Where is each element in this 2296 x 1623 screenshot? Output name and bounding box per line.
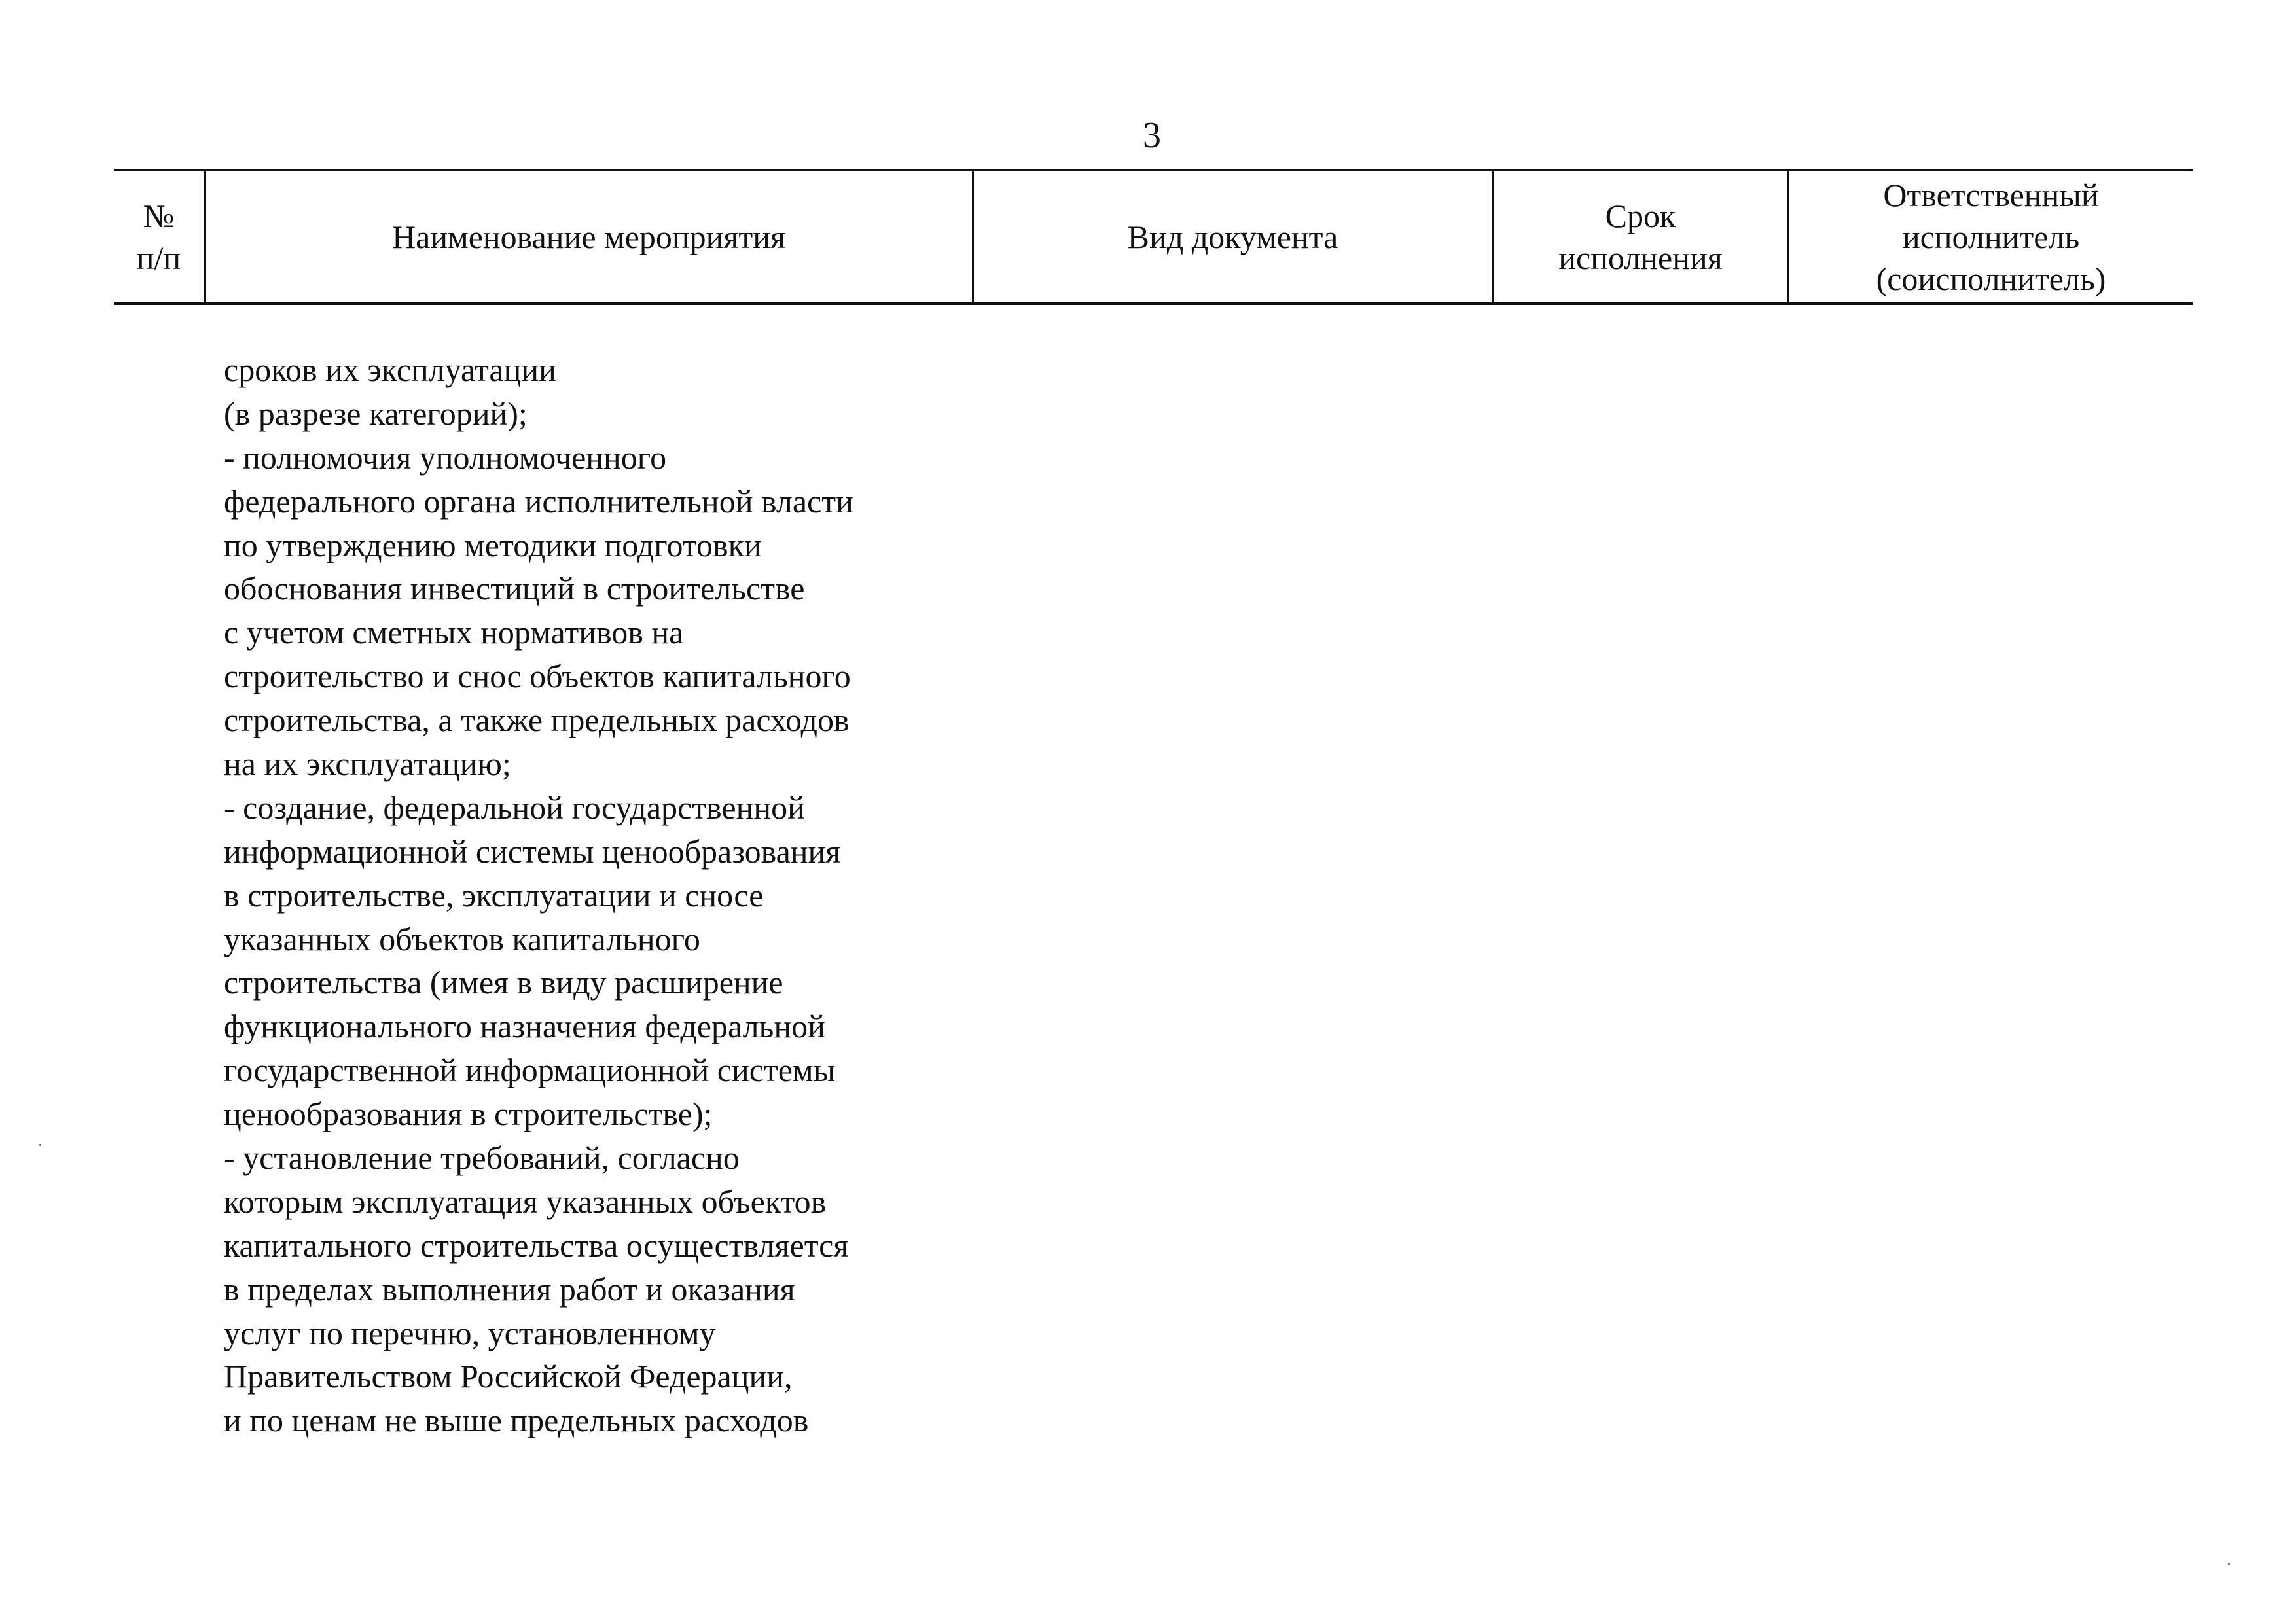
text-line: сроков их эксплуатации [224,351,556,388]
header-doc-type-label: Вид документа [1127,219,1338,255]
text-line: - полномочия уполномоченного [224,438,667,476]
header-cell-number [114,171,206,302]
text-line: обоснования инвестиций в строительстве [224,570,805,607]
text-line: с учетом сметных нормативов на [224,614,684,651]
header-name-label: Наименование мероприятия [392,219,785,255]
text-line: ценообразования в строительстве); [224,1096,713,1133]
text-line: в строительстве, эксплуатации и сносе [224,876,764,914]
text-line: - установление требований, согласно [224,1139,740,1177]
text-line: которым эксплуатация указанных объектов [224,1183,827,1220]
text-line: и по ценам не выше предельных расходов [224,1402,809,1439]
text-line: в пределах выполнения работ и оказания [224,1270,795,1308]
text-line: на их эксплуатацию; [224,745,511,783]
scan-speck [2228,1563,2230,1565]
page-number: 3 [1143,115,1161,156]
header-number-label: № п/п [136,198,181,276]
text-line: строительства, а также предельных расходов [224,702,850,739]
text-line: указанных объектов капитального [224,920,700,957]
text-line: строительства (имея в виду расширение [224,964,783,1001]
header-cell-doc-type [974,171,1494,302]
text-line: государственной информационной системы [224,1052,836,1089]
header-cell-name [206,171,974,302]
scan-speck [39,1144,41,1146]
text-line: (в разрезе категорий); [224,395,528,432]
header-cell-term [1494,171,1789,302]
text-line: Правительством Российской Федерации, [224,1358,793,1395]
text-line: информационной системы ценообразования [224,832,841,870]
text-line: федерального органа исполнительной власти [224,482,853,520]
text-line: строительство и снос объектов капитального [224,658,851,695]
header-term-label: Срок исполнения [1558,198,1723,276]
header-cell-responsible [1789,171,2193,302]
table-header [114,169,2193,305]
text-line: капитального строительства осуществляется [224,1226,849,1264]
text-line: функционального назначения федеральной [224,1008,825,1045]
event-description [224,348,1009,1442]
text-line: по утверждению методики подготовки [224,526,762,563]
text-line: услуг по перечню, установленному [224,1314,716,1351]
text-line: - создание, федеральной государственной [224,789,805,826]
header-responsible-label: Ответственный исполнитель (соисполнитель) [1876,177,2106,297]
